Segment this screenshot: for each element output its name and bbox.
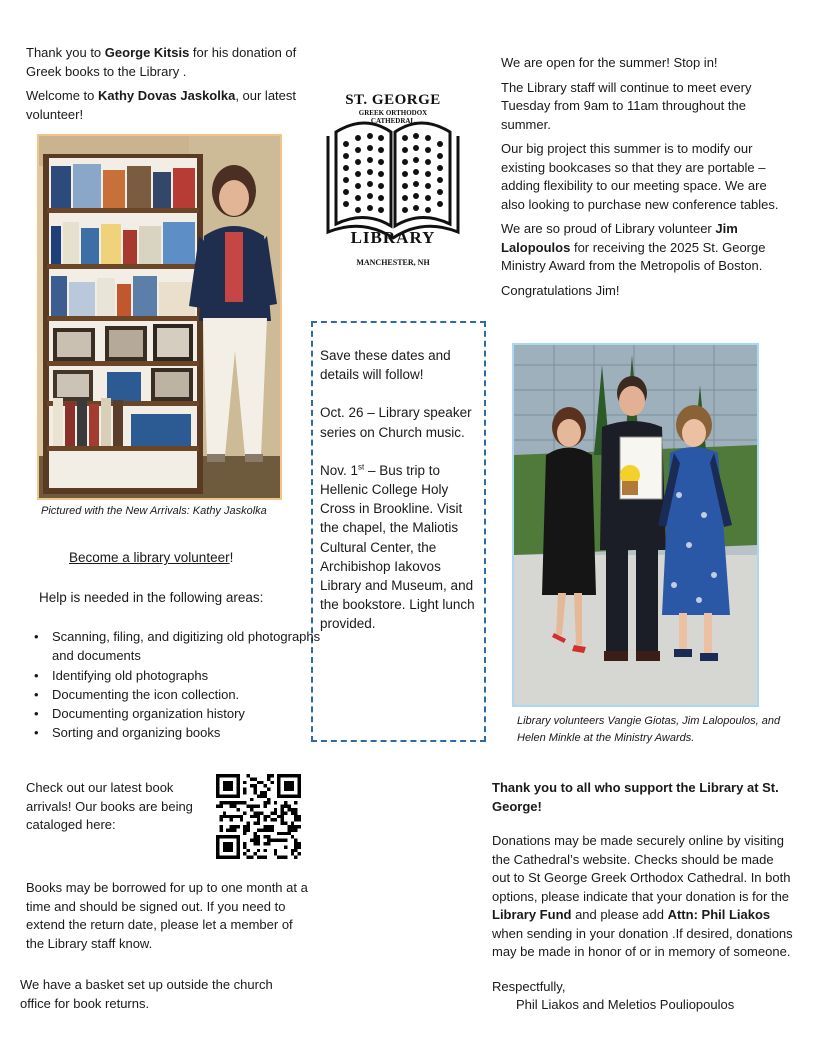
supporters-thanks: Thank you to all who support the Library at St. George!	[492, 780, 779, 814]
list-item: • Identifying old photographs	[52, 666, 324, 685]
photo-ministry-awards	[514, 345, 757, 705]
dates-intro: Save these dates and details will follow!	[320, 348, 451, 383]
logo-title: ST. GEORGE	[345, 92, 441, 108]
library-fund: Library Fund	[492, 907, 572, 922]
volunteer-name: Kathy Dovas Jaskolka	[98, 88, 236, 103]
award-text: We are so proud of Library volunteer Jim Lalopoulos for receiving the 2025 St. George Ministry Award from the Metropolis of Boston.	[501, 221, 766, 273]
signers-text: Phil Liakos and Meletios Pouliopoulos	[516, 997, 735, 1012]
basket-text: We have a basket set up outside the church office for book returns.	[20, 977, 273, 1011]
qr-code[interactable]	[216, 774, 301, 859]
photo1-caption: Pictured with the New Arrivals: Kathy Jaskolka	[41, 505, 267, 517]
attention-name: Attn: Phil Liakos	[667, 907, 771, 922]
event-nov: Nov. 1st – Bus trip to Hellenic College Holy Cross in Brookline. Visit the chapel, the Maliotis Cultural Center, the Archibishop Iakovos Library and Museum, and the bookstore. Light lunch provided.	[320, 462, 475, 632]
volunteer-needs-list	[26, 627, 324, 743]
open-summer-text: We are open for the summer! Stop in!	[501, 55, 718, 70]
catalog-text: Check out our latest book arrivals! Our books are being cataloged here:	[26, 780, 193, 832]
bookshelf-photo-image	[39, 136, 280, 498]
award-photo-image	[514, 345, 757, 705]
welcome-volunteer-text: Welcome to Kathy Dovas Jaskolka, our latest volunteer!	[26, 88, 297, 122]
photo-new-arrivals	[39, 136, 280, 498]
logo-city: MANCHESTER, NH	[356, 258, 430, 267]
borrowing-text: Books may be borrowed for up to one month at a time and should be signed out. If you need to extend the return date, please let a member of the Library staff know.	[26, 880, 308, 951]
summer-project-text: Our big project this summer is to modify our existing bookcases so that they are portable – adding flexibility to our meeting space. We are also looking to purchase new conference tables.	[501, 141, 779, 212]
award-recipient: Jim Lalopoulos	[501, 221, 738, 255]
library-logo	[318, 92, 468, 272]
photo2-caption: Library volunteers Vangie Giotas, Jim Lalopoulos, and Helen Minkle at the Ministry Awards.	[517, 715, 781, 744]
list-item: • Documenting the icon collection.	[52, 685, 324, 704]
donation-info: Donations may be made securely online by visiting the Cathedral’s website. Checks should be made out to St George Greek Orthodox Cathedral. In both options, please indicate that your donation is for the Library Fund and please add Attn: Phil Liakos when sending in your donation .If desired, donations may be made in honor of or in memory of someone.	[492, 833, 793, 959]
congratulations-text: Congratulations Jim!	[501, 282, 620, 298]
event-oct: Oct. 26 – Library speaker series on Church music.	[320, 405, 472, 440]
thanks-donation-text: Thank you to George Kitsis for his donation of Greek books to the Library .	[26, 45, 297, 79]
staff-meeting-text: The Library staff will continue to meet every Tuesday from 9am to 11am throughout the summer.	[501, 79, 752, 132]
logo-subtitle: GREEK ORTHODOX	[358, 109, 428, 117]
volunteer-intro: Help is needed in the following areas:	[39, 590, 264, 605]
right-bottom-block	[492, 779, 794, 1015]
closing-text: Respectfully,	[492, 978, 566, 994]
list-item: • Documenting organization history	[52, 704, 324, 723]
become-volunteer-link[interactable]: Become a library volunteer	[69, 550, 230, 565]
logo-subtitle-2: CATHEDRAL	[370, 117, 416, 125]
qr-code-icon	[216, 774, 301, 859]
list-item: • Scanning, filing, and digitizing old photographs and documents	[52, 627, 324, 666]
logo-word: LIBRARY	[350, 228, 436, 247]
dates-content	[320, 346, 480, 634]
volunteer-heading: Become a library volunteer!	[69, 550, 234, 565]
right-top-block	[501, 54, 791, 300]
list-item: • Sorting and organizing books	[52, 723, 324, 742]
left-top-block	[26, 44, 311, 124]
donor-name: George Kitsis	[104, 45, 190, 60]
